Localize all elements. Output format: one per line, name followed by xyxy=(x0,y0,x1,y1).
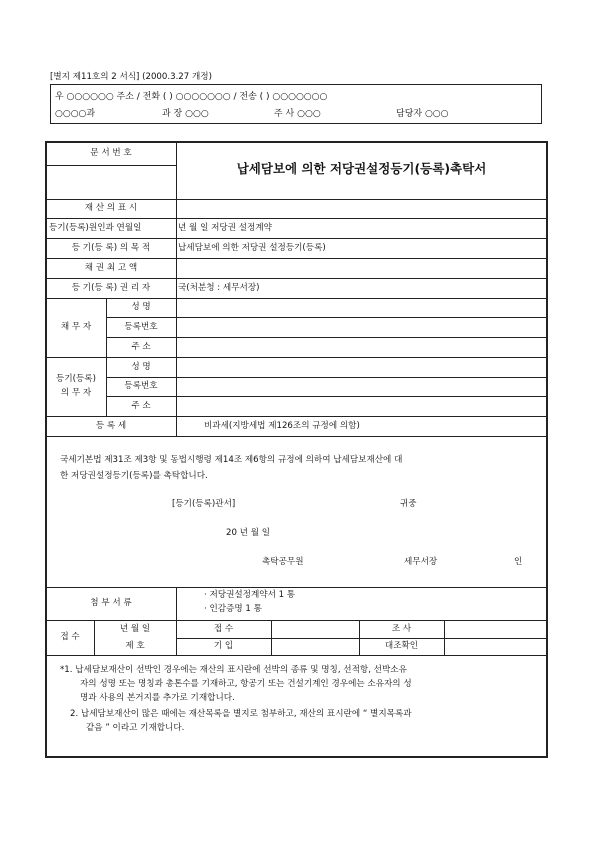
col-divider xyxy=(271,620,272,655)
obligor-name-label: 성 명 xyxy=(131,362,151,372)
col-divider xyxy=(176,142,177,437)
cause-date-label: 등기(등록)원인과 연월일 xyxy=(49,223,142,233)
rule xyxy=(46,436,547,437)
handler-name: 담당자 ○○○ xyxy=(396,109,449,119)
rule xyxy=(106,377,547,378)
note-2-line1: 2. 납세담보재산이 많은 때에는 재산목록을 별지로 첨부하고, 재산의 표시란에 “ 별지목록과 xyxy=(70,709,412,719)
property-label: 재 산 의 표 시 xyxy=(84,203,138,213)
request-date-line: 20 년 월 일 xyxy=(226,528,271,538)
note-1-line3: 명과 사용의 본거지를 추가로 기재합니다. xyxy=(80,693,235,703)
inspection-label: 조 사 xyxy=(391,624,412,634)
note-2-line2: 같음 ” 이라고 기재합니다. xyxy=(86,723,185,733)
max-claim-label: 채 권 최 고 액 xyxy=(84,263,138,273)
obligor-label-line1: 등기(등록) xyxy=(56,374,96,384)
rule xyxy=(46,278,547,279)
dept-name: ○○○○과 xyxy=(55,109,96,119)
attachment-item-2: · 인감증명 1 통 xyxy=(204,604,262,614)
verification-label: 대조확인 xyxy=(384,641,419,651)
debtor-regno-label: 등록번호 xyxy=(124,322,158,332)
receipt-label: 접 수 xyxy=(60,632,80,642)
reception-label: 접 수 xyxy=(213,624,234,634)
rule xyxy=(46,199,547,200)
rule xyxy=(46,258,547,259)
right-holder-label: 등 기(등 록) 권 리 자 xyxy=(71,283,151,293)
rule xyxy=(46,655,547,656)
request-body-line1: 국세기본법 제31조 제3항 및 동법시행령 제14조 제6항의 규정에 의하여 납세담보재산에 대 xyxy=(60,455,403,465)
obligor-regno-label: 등록번호 xyxy=(124,381,158,391)
obligor-address-label: 주 소 xyxy=(131,401,151,411)
cause-date-value: 년 월 일 저당권 설정계약 xyxy=(178,223,272,233)
debtor-name-label: 성 명 xyxy=(131,302,151,312)
rule xyxy=(46,416,547,417)
obligor-label-line2: 의 무 자 xyxy=(60,388,92,398)
col-divider xyxy=(444,620,445,655)
rule xyxy=(46,218,547,219)
rule xyxy=(46,298,547,299)
form-title: 납세담보에 의한 저당권설정등기(등록)촉탁서 xyxy=(236,161,487,176)
note-1-line1: *1. 납세담보재산이 선박인 경우에는 재산의 표시란에 선박의 종류 및 명칭, 선적항, 선박소유 xyxy=(60,665,407,675)
rule xyxy=(106,337,547,338)
col-divider xyxy=(106,298,107,416)
purpose-value: 납세담보에 의한 저당권 설정등기(등록) xyxy=(178,243,326,253)
attachment-item-1: · 저당권설정계약서 1 통 xyxy=(204,590,296,600)
right-holder-value: 국(처분청 : 세무서장) xyxy=(178,283,260,293)
commissioning-official: 촉탁공무원 xyxy=(262,557,304,567)
rule xyxy=(106,396,547,397)
note-1-line2: 자의 성명 또는 명칭과 총톤수를 기재하고, 항공기 또는 건설기계인 경우에는 소유자의 성 xyxy=(80,679,412,689)
debtor-label: 채 무 자 xyxy=(60,322,92,332)
debtor-address-label: 주 소 xyxy=(131,342,151,352)
registry-office: [등기(등록)관서] xyxy=(172,499,236,509)
rule xyxy=(176,638,547,639)
rule xyxy=(106,317,547,318)
rule xyxy=(46,165,176,166)
receipt-number-label: 제 호 xyxy=(125,641,145,651)
rule xyxy=(46,238,547,239)
attachments-label: 첨 부 서 류 xyxy=(90,598,132,608)
seal-mark: 인 xyxy=(514,557,523,567)
receipt-date-label: 년 월 일 xyxy=(119,624,151,634)
tax-office-head: 세무서장 xyxy=(404,557,438,567)
sender-address-line: 우 ○○○○○○ 주소 / 전화 ( ) ○○○○○○○ / 전송 ( ) ○○○○○○○ xyxy=(55,92,328,102)
rule xyxy=(46,587,547,588)
rule xyxy=(46,357,547,358)
purpose-label: 등 기(등 록) 의 목 적 xyxy=(71,243,151,253)
rule xyxy=(46,620,547,621)
registration-tax-value: 비과세(지방세법 제126조의 규정에 의함) xyxy=(204,421,360,431)
registration-tax-label: 등 록 세 xyxy=(95,421,127,431)
chief-name: 과 장 ○○○ xyxy=(162,109,209,119)
officer-name: 주 사 ○○○ xyxy=(274,109,321,119)
request-body-line2: 한 저당권설정등기(등록)를 촉탁합니다. xyxy=(60,471,208,481)
addressee-suffix: 귀중 xyxy=(400,499,417,509)
form-number-caption: [별지 제11호의 2 서식] (2000.3.27 개정) xyxy=(50,72,212,82)
doc-number-label: 문 서 번 호 xyxy=(90,148,132,158)
entry-label: 기 입 xyxy=(213,641,234,651)
